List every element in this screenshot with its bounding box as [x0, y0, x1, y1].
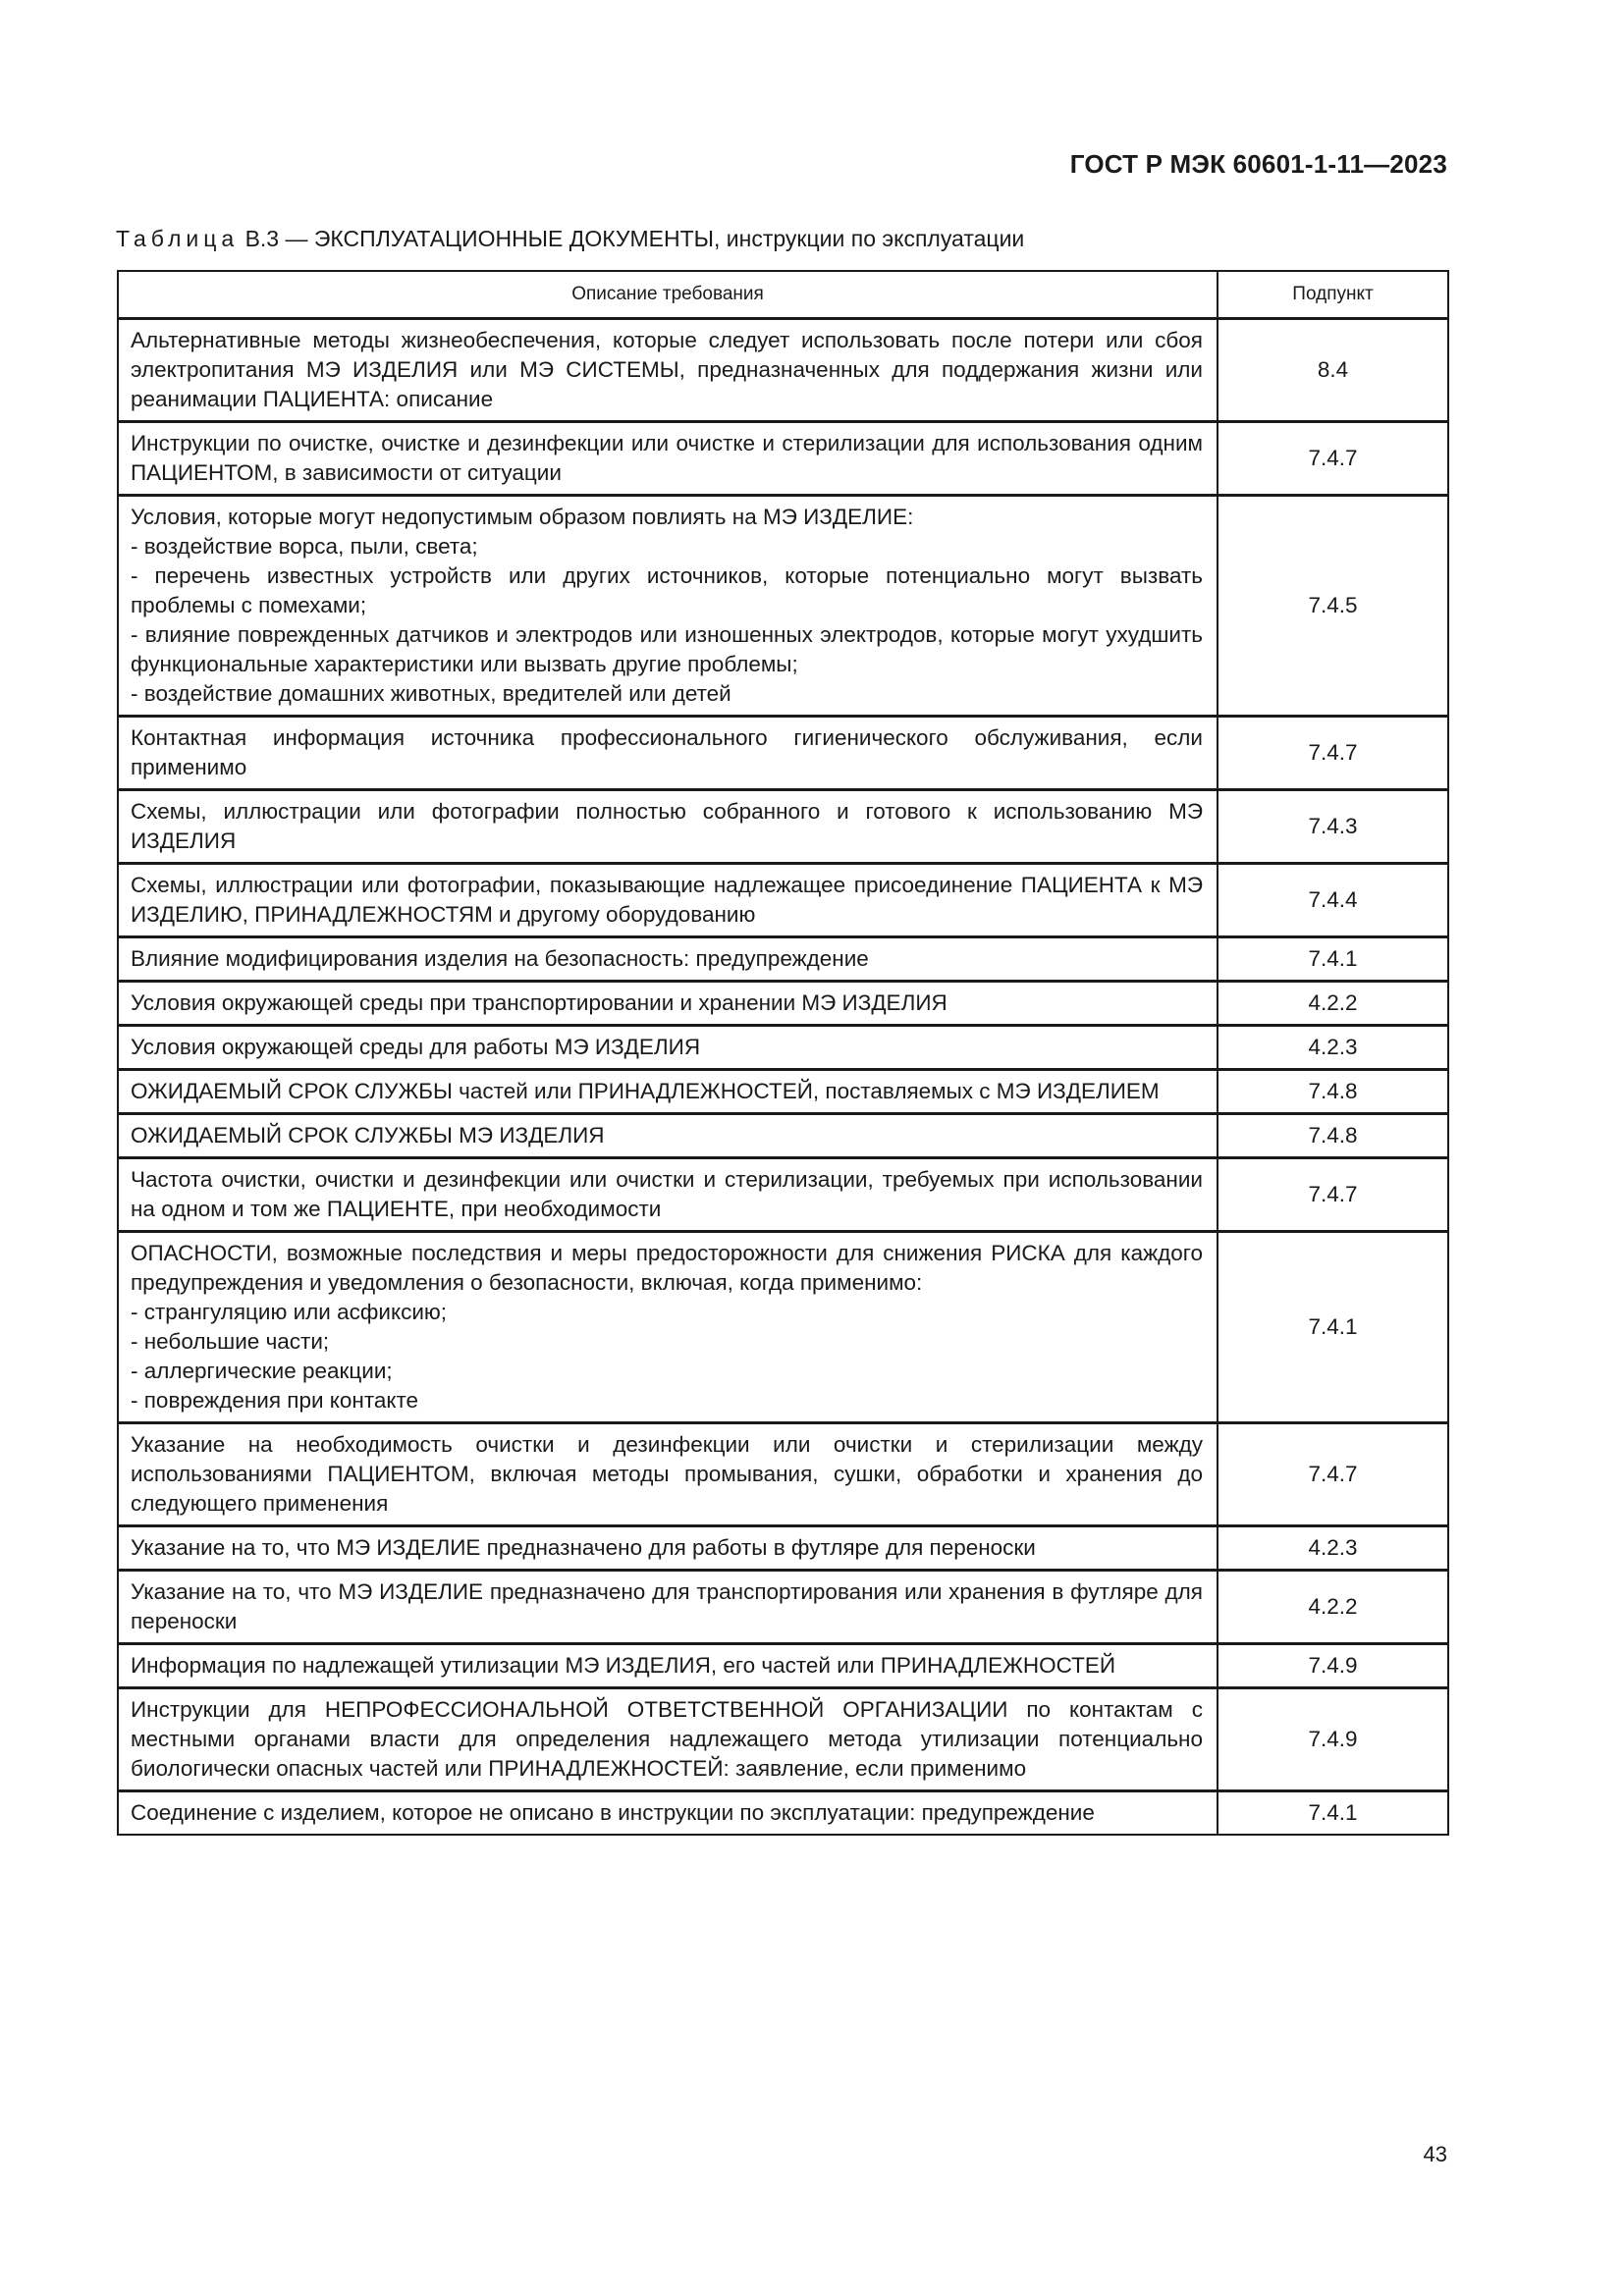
requirement-subclause: 7.4.3	[1218, 790, 1448, 864]
requirement-subclause: 7.4.1	[1218, 937, 1448, 982]
table-row	[118, 1571, 1448, 1644]
table-row	[118, 319, 1448, 422]
table-row	[118, 717, 1448, 790]
requirement-subclause: 4.2.2	[1218, 982, 1448, 1026]
requirement-description: ОЖИДАЕМЫЙ СРОК СЛУЖБЫ частей или ПРИНАДЛЕЖНОСТЕЙ, поставляемых с МЭ ИЗДЕЛИЕМ	[118, 1070, 1218, 1114]
requirement-subclause: 7.4.7	[1218, 1423, 1448, 1526]
requirement-description: ОПАСНОСТИ, возможные последствия и меры предосторожности для снижения РИСКА для каждого предупреждения и уведомления о безопасности, включая, когда применимо: - странгуляцию или асфиксию; - небольшие части; - аллергические реакции; - повреждения при контакте	[118, 1232, 1218, 1423]
table-row	[118, 1070, 1448, 1114]
requirement-subclause: 7.4.7	[1218, 1158, 1448, 1232]
requirement-description: Частота очистки, очистки и дезинфекции или очистки и стерилизации, требуемых при использовании на одном и том же ПАЦИЕНТЕ, при необходимости	[118, 1158, 1218, 1232]
requirement-description: Схемы, иллюстрации или фотографии, показывающие надлежащее присоединение ПАЦИЕНТА к МЭ ИЗДЕЛИЮ, ПРИНАДЛЕЖНОСТЯМ и другому оборудованию	[118, 864, 1218, 937]
requirement-subclause: 7.4.7	[1218, 422, 1448, 496]
requirement-description: Условия, которые могут недопустимым образом повлиять на МЭ ИЗДЕЛИЕ: - воздействие ворса, пыли, света; - перечень известных устройств или других источников, которые потенциально могут вызвать проблемы с помехами; - влияние поврежденных датчиков и электродов или изношенных электродов, которые могут ухудшить функциональные характеристики или вызвать другие проблемы; - воздействие домашних животных, вредителей или детей	[118, 496, 1218, 717]
requirement-description: Инструкции по очистке, очистке и дезинфекции или очистке и стерилизации для использования одним ПАЦИЕНТОМ, в зависимости от ситуации	[118, 422, 1218, 496]
table-caption-label: Таблица	[116, 226, 240, 251]
requirement-subclause: 7.4.1	[1218, 1791, 1448, 1836]
table-row	[118, 1158, 1448, 1232]
requirement-description: Влияние модифицирования изделия на безопасность: предупреждение	[118, 937, 1218, 982]
table-row	[118, 864, 1448, 937]
table-row	[118, 1526, 1448, 1571]
table-row	[118, 1644, 1448, 1688]
requirement-subclause: 7.4.8	[1218, 1070, 1448, 1114]
table-row	[118, 1688, 1448, 1791]
table-row	[118, 790, 1448, 864]
table-row	[118, 1114, 1448, 1158]
requirement-subclause: 7.4.7	[1218, 717, 1448, 790]
requirement-description: Указание на то, что МЭ ИЗДЕЛИЕ предназначено для транспортирования или хранения в футляре для переноски	[118, 1571, 1218, 1644]
requirement-description: Условия окружающей среды для работы МЭ ИЗДЕЛИЯ	[118, 1026, 1218, 1070]
requirement-subclause: 7.4.9	[1218, 1688, 1448, 1791]
document-code: ГОСТ Р МЭК 60601-1-11—2023	[1069, 149, 1447, 179]
requirement-description: Информация по надлежащей утилизации МЭ ИЗДЕЛИЯ, его частей или ПРИНАДЛЕЖНОСТЕЙ	[118, 1644, 1218, 1688]
table-row	[118, 496, 1448, 717]
table-row	[118, 1026, 1448, 1070]
requirement-subclause: 4.2.3	[1218, 1526, 1448, 1571]
requirement-description: Инструкции для НЕПРОФЕССИОНАЛЬНОЙ ОТВЕТСТВЕННОЙ ОРГАНИЗАЦИИ по контактам с местными органами власти для определения надлежащего метода утилизации потенциально биологически опасных частей или ПРИНАДЛЕЖНОСТЕЙ: заявление, если применимо	[118, 1688, 1218, 1791]
table-row	[118, 1232, 1448, 1423]
page-number: 43	[1423, 2142, 1447, 2166]
table-row	[118, 1791, 1448, 1836]
requirement-subclause: 8.4	[1218, 319, 1448, 422]
requirement-subclause: 4.2.3	[1218, 1026, 1448, 1070]
table-row	[118, 422, 1448, 496]
requirement-subclause: 7.4.5	[1218, 496, 1448, 717]
requirement-description: Указание на необходимость очистки и дезинфекции или очистки и стерилизации между использованиями ПАЦИЕНТОМ, включая методы промывания, сушки, обработки и хранения до следующего применения	[118, 1423, 1218, 1526]
table-caption-text: B.3 — ЭКСПЛУАТАЦИОННЫЕ ДОКУМЕНТЫ, инструкции по эксплуатации	[239, 226, 1025, 251]
table-row	[118, 982, 1448, 1026]
requirement-description: Условия окружающей среды при транспортировании и хранении МЭ ИЗДЕЛИЯ	[118, 982, 1218, 1026]
table-row	[118, 1423, 1448, 1526]
requirement-subclause: 7.4.9	[1218, 1644, 1448, 1688]
requirement-description: Альтернативные методы жизнеобеспечения, которые следует использовать после потери или сбоя электропитания МЭ ИЗДЕЛИЯ или МЭ СИСТЕМЫ, предназначенных для поддержания жизни или реанимации ПАЦИЕНТА: описание	[118, 319, 1218, 422]
requirement-description: Соединение с изделием, которое не описано в инструкции по эксплуатации: предупреждение	[118, 1791, 1218, 1836]
requirement-subclause: 7.4.1	[1218, 1232, 1448, 1423]
requirement-description: Контактная информация источника профессионального гигиенического обслуживания, если применимо	[118, 717, 1218, 790]
table-caption	[116, 226, 1024, 252]
requirement-subclause: 4.2.2	[1218, 1571, 1448, 1644]
column-header-subclause: Подпункт	[1218, 271, 1448, 319]
requirement-description: Указание на то, что МЭ ИЗДЕЛИЕ предназначено для работы в футляре для переноски	[118, 1526, 1218, 1571]
table-header-row	[118, 271, 1448, 319]
requirement-description: Схемы, иллюстрации или фотографии полностью собранного и готового к использованию МЭ ИЗДЕЛИЯ	[118, 790, 1218, 864]
column-header-description: Описание требования	[118, 271, 1218, 319]
table-row	[118, 937, 1448, 982]
requirement-subclause: 7.4.4	[1218, 864, 1448, 937]
requirement-description: ОЖИДАЕМЫЙ СРОК СЛУЖБЫ МЭ ИЗДЕЛИЯ	[118, 1114, 1218, 1158]
requirements-table	[117, 270, 1449, 1836]
requirement-subclause: 7.4.8	[1218, 1114, 1448, 1158]
